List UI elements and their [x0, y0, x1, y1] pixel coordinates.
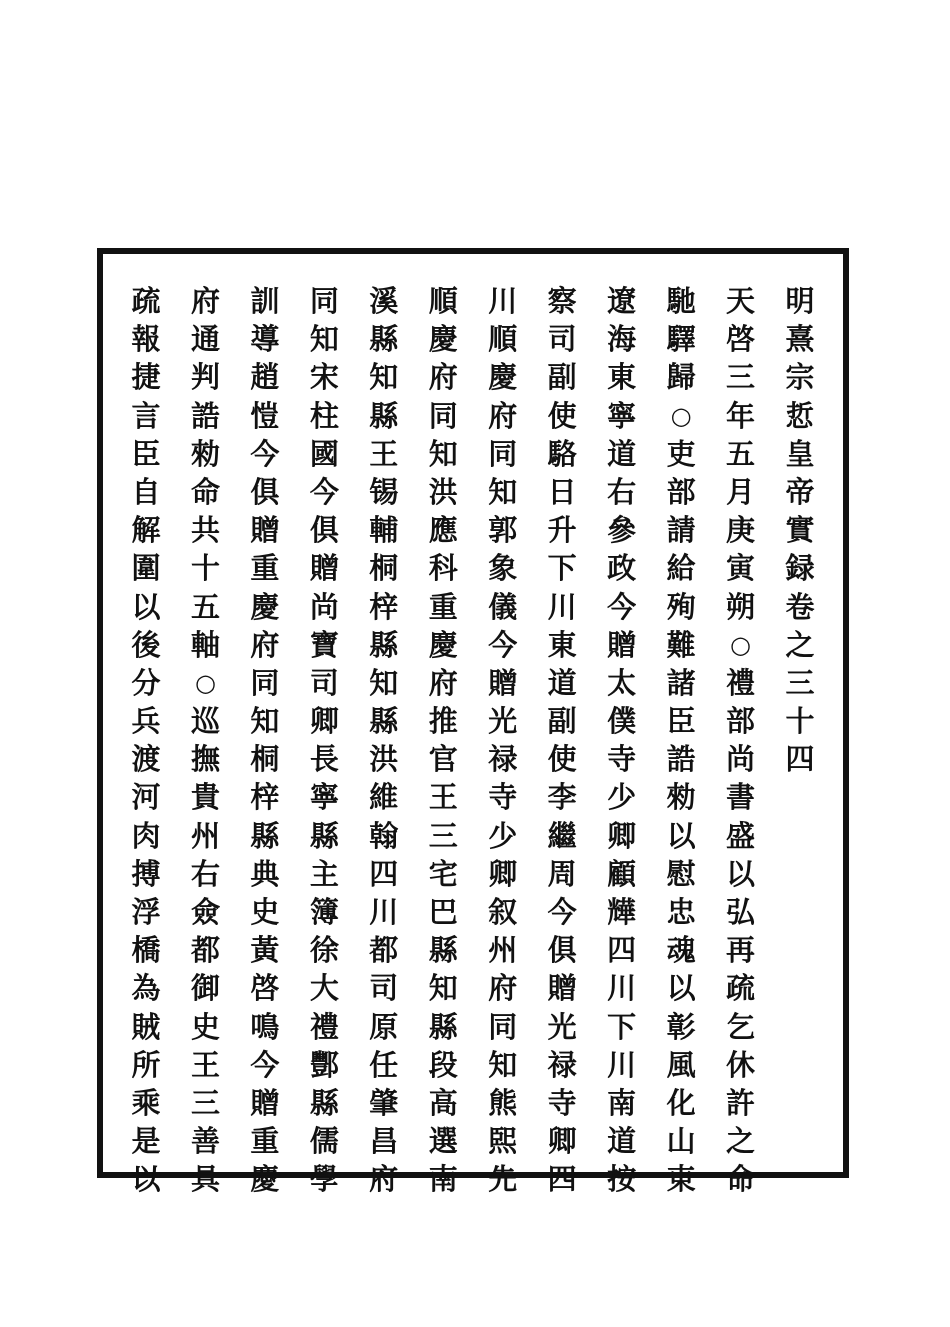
character: 知: [428, 971, 458, 1006]
character: 所: [131, 1047, 161, 1082]
character: 參: [607, 513, 637, 548]
text-column: [246, 282, 284, 1197]
character: 梓: [250, 780, 280, 815]
character: 府: [488, 398, 518, 433]
character: 今: [250, 1047, 280, 1082]
character: 以: [131, 589, 161, 624]
text-column: [484, 282, 522, 1197]
character: 肉: [131, 818, 161, 853]
character: 以: [726, 856, 756, 891]
character: 休: [726, 1047, 756, 1082]
character: 順: [428, 284, 458, 318]
character: 縣: [428, 933, 458, 968]
character: 御: [190, 971, 220, 1006]
character: 柱: [309, 398, 339, 433]
character: 簿: [309, 895, 339, 929]
character: 慶: [250, 589, 280, 624]
character: 顧: [607, 856, 637, 891]
character: 愷: [250, 398, 280, 433]
character: 寺: [488, 780, 518, 815]
character: 都: [369, 933, 399, 968]
character: 共: [190, 513, 220, 548]
character: 搏: [131, 856, 161, 891]
character: 右: [190, 856, 220, 891]
character: 府: [190, 284, 220, 318]
character: 勑: [666, 780, 696, 815]
character: 日: [547, 474, 577, 509]
character: 同: [250, 665, 280, 700]
character: 東: [666, 1162, 696, 1197]
character: 三: [428, 818, 458, 853]
character: 太: [607, 665, 637, 700]
character: 府: [428, 665, 458, 700]
character: 三: [190, 1085, 220, 1120]
character: 四: [785, 742, 815, 777]
character: 贈: [607, 627, 637, 662]
character: 縣: [369, 322, 399, 357]
character: 殉: [666, 589, 696, 624]
character: 僉: [190, 895, 220, 929]
character: 五: [190, 589, 220, 624]
character: 給: [666, 551, 696, 586]
character: 翰: [369, 818, 399, 853]
text-column: [186, 282, 224, 1197]
character: 同: [488, 436, 518, 471]
character: 慶: [488, 360, 518, 395]
character: 誥: [190, 398, 220, 433]
character: 縣: [369, 627, 399, 662]
character: 贈: [488, 665, 518, 700]
character: 朔: [726, 589, 756, 624]
character: 僕: [607, 704, 637, 739]
character: 右: [607, 474, 637, 509]
character: 南: [428, 1162, 458, 1197]
character: 臣: [131, 436, 161, 471]
character: 國: [309, 436, 339, 471]
character: 光: [547, 1009, 577, 1044]
character: 府: [369, 1162, 399, 1197]
character: 馳: [666, 284, 696, 318]
character: 𤋮: [488, 1124, 518, 1159]
character: 巡: [190, 704, 220, 739]
character: 儀: [488, 589, 518, 624]
character: 縣: [309, 1085, 339, 1120]
character: 禮: [726, 665, 756, 700]
character: 今: [309, 474, 339, 509]
character: 熊: [488, 1085, 518, 1120]
character: 史: [250, 895, 280, 929]
character: 卿: [309, 704, 339, 739]
character: 繼: [547, 818, 577, 853]
character: 察: [547, 284, 577, 318]
character: 自: [131, 474, 161, 509]
character: 主: [309, 856, 339, 891]
character: 俱: [547, 933, 577, 968]
character: 道: [607, 436, 637, 471]
character: 府: [250, 627, 280, 662]
character: 俱: [250, 474, 280, 509]
character: 卿: [547, 1124, 577, 1159]
character: 啓: [726, 322, 756, 357]
character: 司: [547, 322, 577, 357]
character: 重: [250, 1124, 280, 1159]
character: 禮: [309, 1009, 339, 1044]
character: 選: [428, 1124, 458, 1159]
character: 通: [190, 322, 220, 357]
character: 維: [369, 780, 399, 815]
character: 道: [547, 665, 577, 700]
character: 驛: [666, 322, 696, 357]
character: 锡: [369, 474, 399, 509]
character: 川: [488, 284, 518, 318]
character: 是: [131, 1124, 161, 1159]
character: 王: [369, 436, 399, 471]
text-column: [662, 282, 700, 1197]
character: 四: [607, 933, 637, 968]
character: 知: [369, 360, 399, 395]
character: 疏: [726, 971, 756, 1006]
character: 卷: [785, 589, 815, 624]
character: 報: [131, 322, 161, 357]
character: 駱: [547, 436, 577, 471]
text-column: [305, 282, 343, 1197]
character: 副: [547, 704, 577, 739]
character: 縣: [250, 818, 280, 853]
character: 縣: [428, 1009, 458, 1044]
character: 命: [726, 1162, 756, 1197]
character: 勑: [190, 436, 220, 471]
character: 明: [785, 284, 815, 318]
character: 之: [785, 627, 815, 662]
character: 長: [309, 742, 339, 777]
character: 大: [309, 971, 339, 1006]
character: 橋: [131, 933, 161, 968]
character: 東: [547, 627, 577, 662]
character: 河: [131, 780, 161, 815]
character: 捷: [131, 360, 161, 395]
character: 昌: [369, 1124, 399, 1159]
character: 推: [428, 704, 458, 739]
character: 臣: [666, 704, 696, 739]
character: 川: [607, 1047, 637, 1082]
character: 贈: [250, 1085, 280, 1120]
character: 尚: [726, 742, 756, 777]
character: 化: [666, 1085, 696, 1120]
character: 使: [547, 742, 577, 777]
character: 郭: [488, 513, 518, 548]
character: 川: [607, 971, 637, 1006]
character: 請: [666, 513, 696, 548]
character: 魂: [666, 933, 696, 968]
character: 俱: [309, 513, 339, 548]
character: 升: [547, 513, 577, 548]
character: 縣: [309, 818, 339, 853]
character: 按: [607, 1162, 637, 1197]
character: 歸: [666, 360, 696, 395]
character: 肇: [369, 1085, 399, 1120]
character: 今: [607, 589, 637, 624]
character: 尚: [309, 589, 339, 624]
character: 解: [131, 513, 161, 548]
character: 宋: [309, 360, 339, 395]
character: 啓: [250, 971, 280, 1006]
character: 學: [309, 1162, 339, 1197]
circle-separator-mark: ○: [194, 668, 216, 697]
character: 悊: [785, 398, 815, 433]
character: 吏: [666, 436, 696, 471]
character: 副: [547, 360, 577, 395]
character: 撫: [190, 742, 220, 777]
character: 賊: [131, 1009, 161, 1044]
character: 疏: [131, 284, 161, 318]
character: 叙: [488, 895, 518, 929]
character: 山: [666, 1124, 696, 1159]
character: 段: [428, 1047, 458, 1082]
character: 周: [547, 856, 577, 891]
character: 熹: [785, 322, 815, 357]
character: 任: [369, 1047, 399, 1082]
text-column: [543, 282, 581, 1197]
character: 先: [488, 1162, 518, 1197]
character: 梓: [369, 589, 399, 624]
character: 部: [666, 474, 696, 509]
character: 帝: [785, 474, 815, 509]
character: 諸: [666, 665, 696, 700]
character: 言: [131, 398, 161, 433]
character: 為: [131, 971, 161, 1006]
character: 今: [488, 627, 518, 662]
character: 書: [726, 780, 756, 815]
character: 年: [726, 398, 756, 433]
character: 順: [488, 322, 518, 357]
character: 光: [488, 704, 518, 739]
character: 寧: [309, 780, 339, 815]
character: 慶: [428, 322, 458, 357]
character: 寧: [607, 398, 637, 433]
character: 府: [428, 360, 458, 395]
character: 兵: [131, 704, 161, 739]
character: 實: [785, 513, 815, 548]
character: 寶: [309, 627, 339, 662]
character: 王: [190, 1047, 220, 1082]
character: 徐: [309, 933, 339, 968]
character: 遼: [607, 284, 637, 318]
character: 贈: [309, 551, 339, 586]
character: 難: [666, 627, 696, 662]
character: 後: [131, 627, 161, 662]
character: 縣: [369, 704, 399, 739]
character: 之: [726, 1124, 756, 1159]
character: 庚: [726, 513, 756, 548]
character: 司: [369, 971, 399, 1006]
character: 州: [488, 933, 518, 968]
character: 月: [726, 474, 756, 509]
character: 分: [131, 665, 161, 700]
text-column-title: [781, 282, 819, 1152]
character: 盛: [726, 818, 756, 853]
character: 慶: [428, 627, 458, 662]
character: 誥: [666, 742, 696, 777]
character: 縣: [369, 398, 399, 433]
character: 善: [190, 1124, 220, 1159]
character: 卿: [607, 818, 637, 853]
text-columns: [127, 282, 819, 1197]
character: 輔: [369, 513, 399, 548]
character: 渡: [131, 742, 161, 777]
character: 下: [607, 1009, 637, 1044]
character: 高: [428, 1085, 458, 1120]
character: 洪: [428, 474, 458, 509]
character: 贈: [547, 971, 577, 1006]
character: 許: [726, 1085, 756, 1120]
character: 浮: [131, 895, 161, 929]
character: 東: [607, 360, 637, 395]
character: 五: [726, 436, 756, 471]
character: 弘: [726, 895, 756, 929]
character: 三: [785, 665, 815, 700]
character: 判: [190, 360, 220, 395]
character: 官: [428, 742, 458, 777]
character: 皇: [785, 436, 815, 471]
character: 府: [488, 971, 518, 1006]
text-column: [424, 282, 462, 1197]
text-column: [127, 282, 165, 1197]
character: 知: [369, 665, 399, 700]
character: 川: [547, 589, 577, 624]
character: 寅: [726, 551, 756, 586]
character: 寺: [607, 742, 637, 777]
character: 同: [428, 398, 458, 433]
character: 慰: [666, 856, 696, 891]
character: 今: [547, 895, 577, 929]
character: 四: [369, 856, 399, 891]
character: 具: [190, 1162, 220, 1197]
character: 慶: [250, 1162, 280, 1197]
character: 道: [607, 1124, 637, 1159]
character: 㒯: [607, 895, 637, 929]
text-column: [365, 282, 403, 1197]
character: 天: [726, 284, 756, 318]
character: 知: [428, 436, 458, 471]
character: 以: [666, 818, 696, 853]
character: 黃: [250, 933, 280, 968]
character: 少: [607, 780, 637, 815]
character: 三: [726, 360, 756, 395]
character: 重: [250, 551, 280, 586]
character: 南: [607, 1085, 637, 1120]
character: 典: [250, 856, 280, 891]
character: 録: [785, 551, 815, 586]
character: 寺: [547, 1085, 577, 1120]
character: 宅: [428, 856, 458, 891]
character: 四: [547, 1162, 577, 1197]
character: 史: [190, 1009, 220, 1044]
character: 酆: [309, 1047, 339, 1082]
text-column: [603, 282, 641, 1197]
character: 桐: [250, 742, 280, 777]
character: 彰: [666, 1009, 696, 1044]
circle-separator-mark: ○: [730, 630, 751, 659]
character: 下: [547, 551, 577, 586]
character: 都: [190, 933, 220, 968]
character: 卿: [488, 856, 518, 891]
character: 忠: [666, 895, 696, 929]
character: 宗: [785, 360, 815, 395]
character: 同: [488, 1009, 518, 1044]
character: 溪: [369, 284, 399, 318]
character: 知: [309, 322, 339, 357]
character: 州: [190, 818, 220, 853]
character: 儒: [309, 1124, 339, 1159]
character: 鳴: [250, 1009, 280, 1044]
character: 海: [607, 322, 637, 357]
character: 乘: [131, 1085, 161, 1120]
character: 知: [488, 1047, 518, 1082]
character: 重: [428, 589, 458, 624]
character: 軸: [190, 627, 220, 662]
character: 禄: [488, 742, 518, 777]
character: 李: [547, 780, 577, 815]
page-frame: [97, 248, 849, 1197]
character: 再: [726, 933, 756, 968]
character: 司: [309, 665, 339, 700]
character: 風: [666, 1047, 696, 1082]
character: 知: [250, 704, 280, 739]
character: 知: [488, 474, 518, 509]
character: 象: [488, 551, 518, 586]
character: 巴: [428, 895, 458, 929]
character: 部: [726, 704, 756, 739]
character: 科: [428, 551, 458, 586]
character: 贈: [250, 513, 280, 548]
character: 同: [309, 284, 339, 318]
character: 以: [666, 971, 696, 1006]
character: 川: [369, 895, 399, 929]
character: 命: [190, 474, 220, 509]
character: 原: [369, 1009, 399, 1044]
character: 王: [428, 780, 458, 815]
character: 十: [785, 704, 815, 739]
character: 今: [250, 436, 280, 471]
character: 十: [190, 551, 220, 586]
character: 洪: [369, 742, 399, 777]
character: 以: [131, 1162, 161, 1197]
character: 乞: [726, 1009, 756, 1044]
text-column: [722, 282, 760, 1197]
character: 應: [428, 513, 458, 548]
character: 圍: [131, 551, 161, 586]
character: 使: [547, 398, 577, 433]
character: 少: [488, 818, 518, 853]
character: 禄: [547, 1047, 577, 1082]
character: 政: [607, 551, 637, 586]
character: 訓: [250, 284, 280, 318]
character: 貴: [190, 780, 220, 815]
circle-separator-mark: ○: [670, 401, 692, 430]
character: 趙: [250, 360, 280, 395]
character: 桐: [369, 551, 399, 586]
character: 導: [250, 322, 280, 357]
